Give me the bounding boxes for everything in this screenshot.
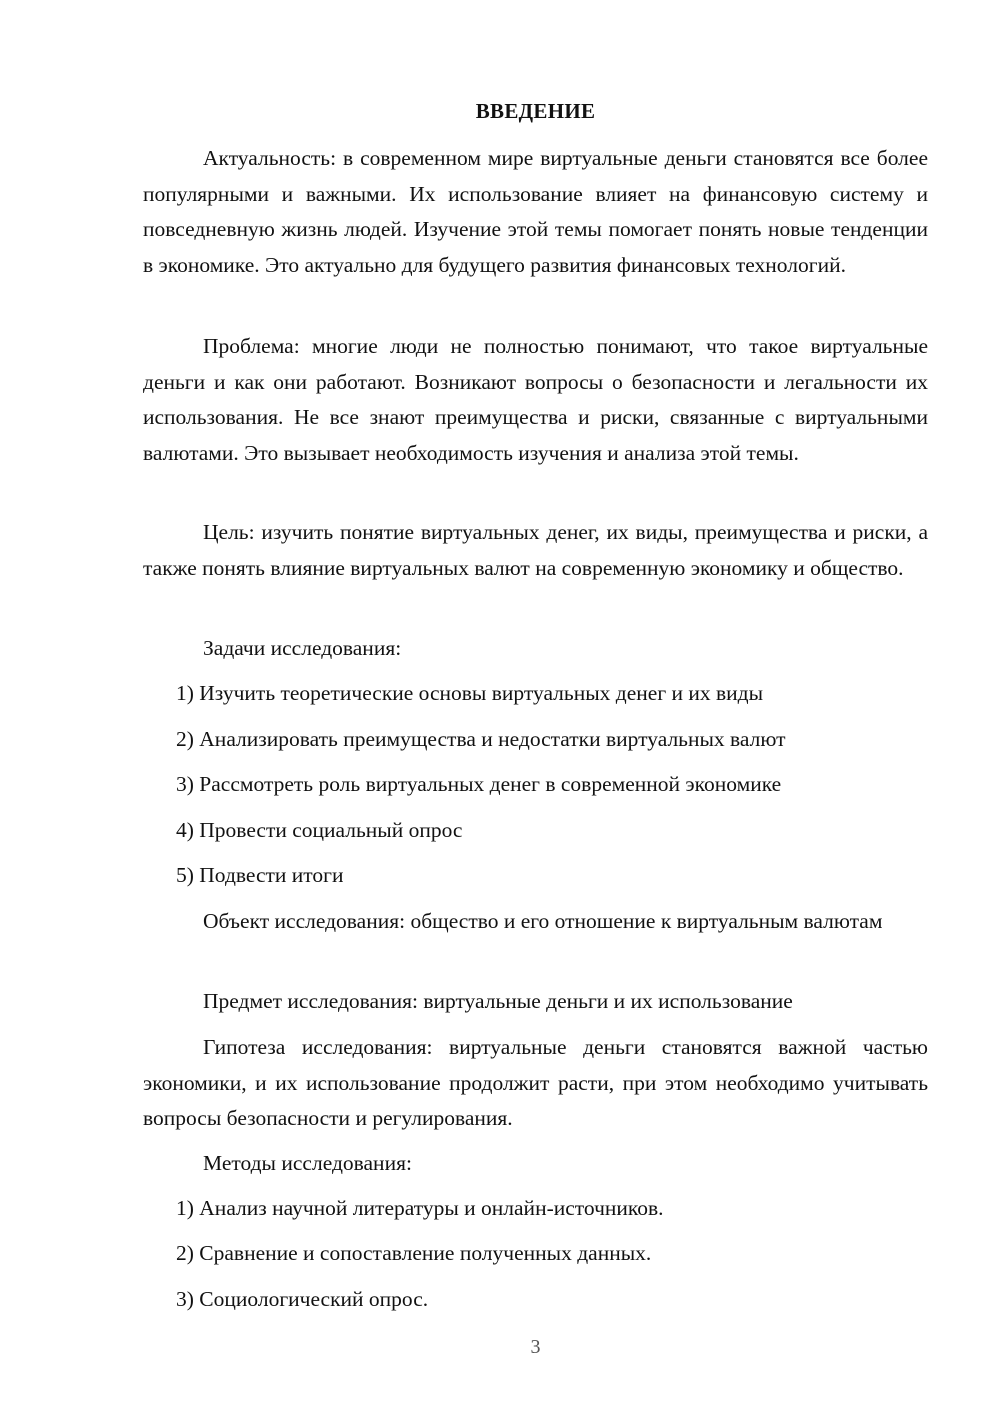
subject-paragraph: Предмет исследования: виртуальные деньги и их использование <box>203 989 793 1013</box>
hypothesis-paragraph: Гипотеза исследования: виртуальные деньги становятся важной частью экономики, и их использование продолжит расти, при этом необходимо учитывать вопросы безопасности и регулирования. <box>143 1035 928 1130</box>
task-item: 3) Рассмотреть роль виртуальных денег в современной экономике <box>176 772 782 796</box>
tasks-heading: Задачи исследования: <box>203 636 402 660</box>
document-page <box>143 0 928 1414</box>
page-number: 3 <box>530 1336 541 1358</box>
method-item: 2) Сравнение и сопоставление полученных данных. <box>176 1241 652 1265</box>
method-item: 1) Анализ научной литературы и онлайн-источников. <box>176 1196 664 1220</box>
section-heading: ВВЕДЕНИЕ <box>475 99 596 123</box>
problem-paragraph: Проблема: многие люди не полностью понимают, что такое виртуальные деньги и как они работают. Возникают вопросы о безопасности и легальности их использования. Не все знают преимущества и риски, связанные с виртуальными валютами. Это вызывает необходимость изучения и анализа этой темы. <box>143 334 928 465</box>
task-item: 5) Подвести итоги <box>176 863 344 887</box>
methods-heading: Методы исследования: <box>203 1151 412 1175</box>
goal-paragraph: Цель: изучить понятие виртуальных денег, их виды, преимущества и риски, а также понять влияние виртуальных валют на современную экономику и общество. <box>143 520 928 580</box>
object-paragraph: Объект исследования: общество и его отношение к виртуальным валютам <box>203 909 883 933</box>
task-item: 4) Провести социальный опрос <box>176 818 463 842</box>
relevance-paragraph: Актуальность: в современном мире виртуальные деньги становятся все более популярными и важными. Их использование влияет на финансовую систему и повседневную жизнь людей. Изучение этой темы помогает понять новые тенденции в экономике. Это актуально для будущего развития финансовых технологий. <box>143 146 928 277</box>
task-item: 1) Изучить теоретические основы виртуальных денег и их виды <box>176 681 764 705</box>
task-item: 2) Анализировать преимущества и недостатки виртуальных валют <box>176 727 786 751</box>
method-item: 3) Социологический опрос. <box>176 1287 429 1311</box>
